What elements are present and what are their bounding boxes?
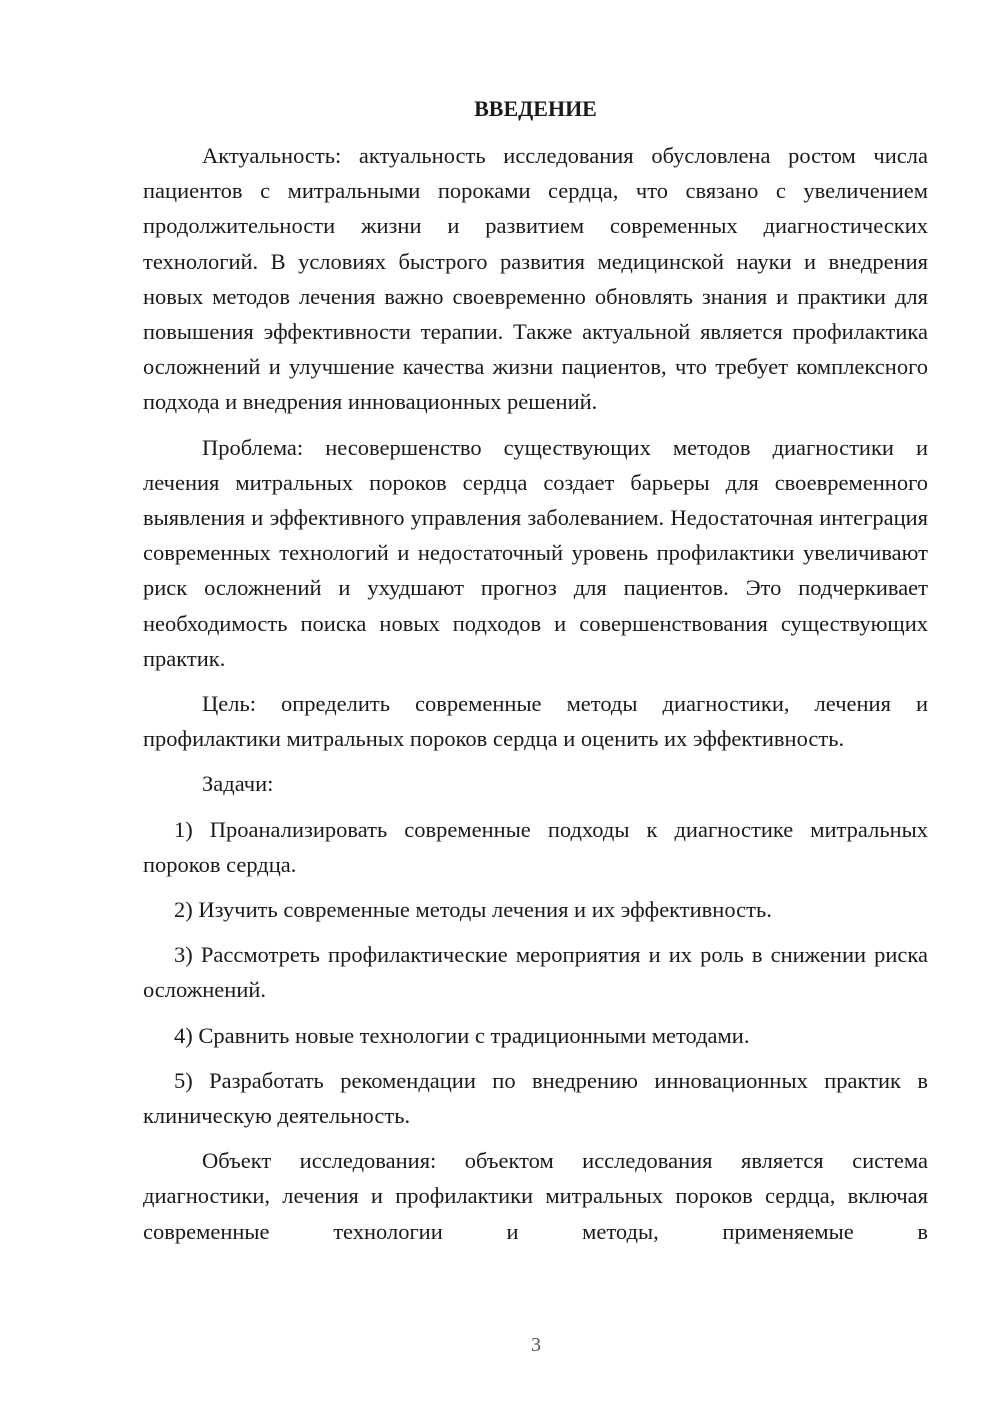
- page-number: 3: [531, 1334, 541, 1356]
- document-page: [143, 94, 928, 1259]
- tasks-label: Задачи:: [202, 771, 274, 797]
- tasks-list: [143, 812, 928, 1134]
- goal-paragraph: Цель: определить современные методы диагностики, лечения и профилактики митральных пороков сердца и оценить их эффективность.: [143, 691, 928, 752]
- section-heading: ВВЕДЕНИЕ: [474, 96, 597, 121]
- task-item: 1) Проанализировать современные подходы к диагностике митральных пороков сердца.: [143, 816, 928, 877]
- relevance-paragraph: Актуальность: актуальность исследования обусловлена ростом числа пациентов с митральными пороками сердца, что связано с увеличением продолжительности жизни и развитием современных диагностических технологий. В условиях быстрого развития медицинской науки и внедрения новых методов лечения важно своевременно обновлять знания и практики для повышения эффективности терапии. Также актуальной является профилактика осложнений и улучшение качества жизни пациентов, что требует комплексного подхода и внедрения инновационных решений.: [143, 143, 928, 415]
- task-item: 3) Рассмотреть профилактические мероприятия и их роль в снижении риска осложнений.: [143, 942, 928, 1003]
- problem-paragraph: Проблема: несовершенство существующих методов диагностики и лечения митральных пороков сердца создает барьеры для своевременного выявления и эффективного управления заболеванием. Недостаточная интеграция современных технологий и недостаточный уровень профилактики увеличивают риск осложнений и ухудшают прогноз для пациентов. Это подчеркивает необходимость поиска новых подходов и совершенствования существующих практик.: [143, 434, 928, 671]
- task-item: 5) Разработать рекомендации по внедрению инновационных практик в клиническую деятельность.: [143, 1067, 928, 1129]
- object-paragraph: Объект исследования: объектом исследования является система диагностики, лечения и профилактики митральных пороков сердца, включая современные технологии и методы, применяемые в: [143, 1148, 928, 1244]
- task-item: 2) Изучить современные методы лечения и их эффективность.: [174, 897, 772, 923]
- task-item: 4) Сравнить новые технологии с традиционными методами.: [174, 1022, 750, 1048]
